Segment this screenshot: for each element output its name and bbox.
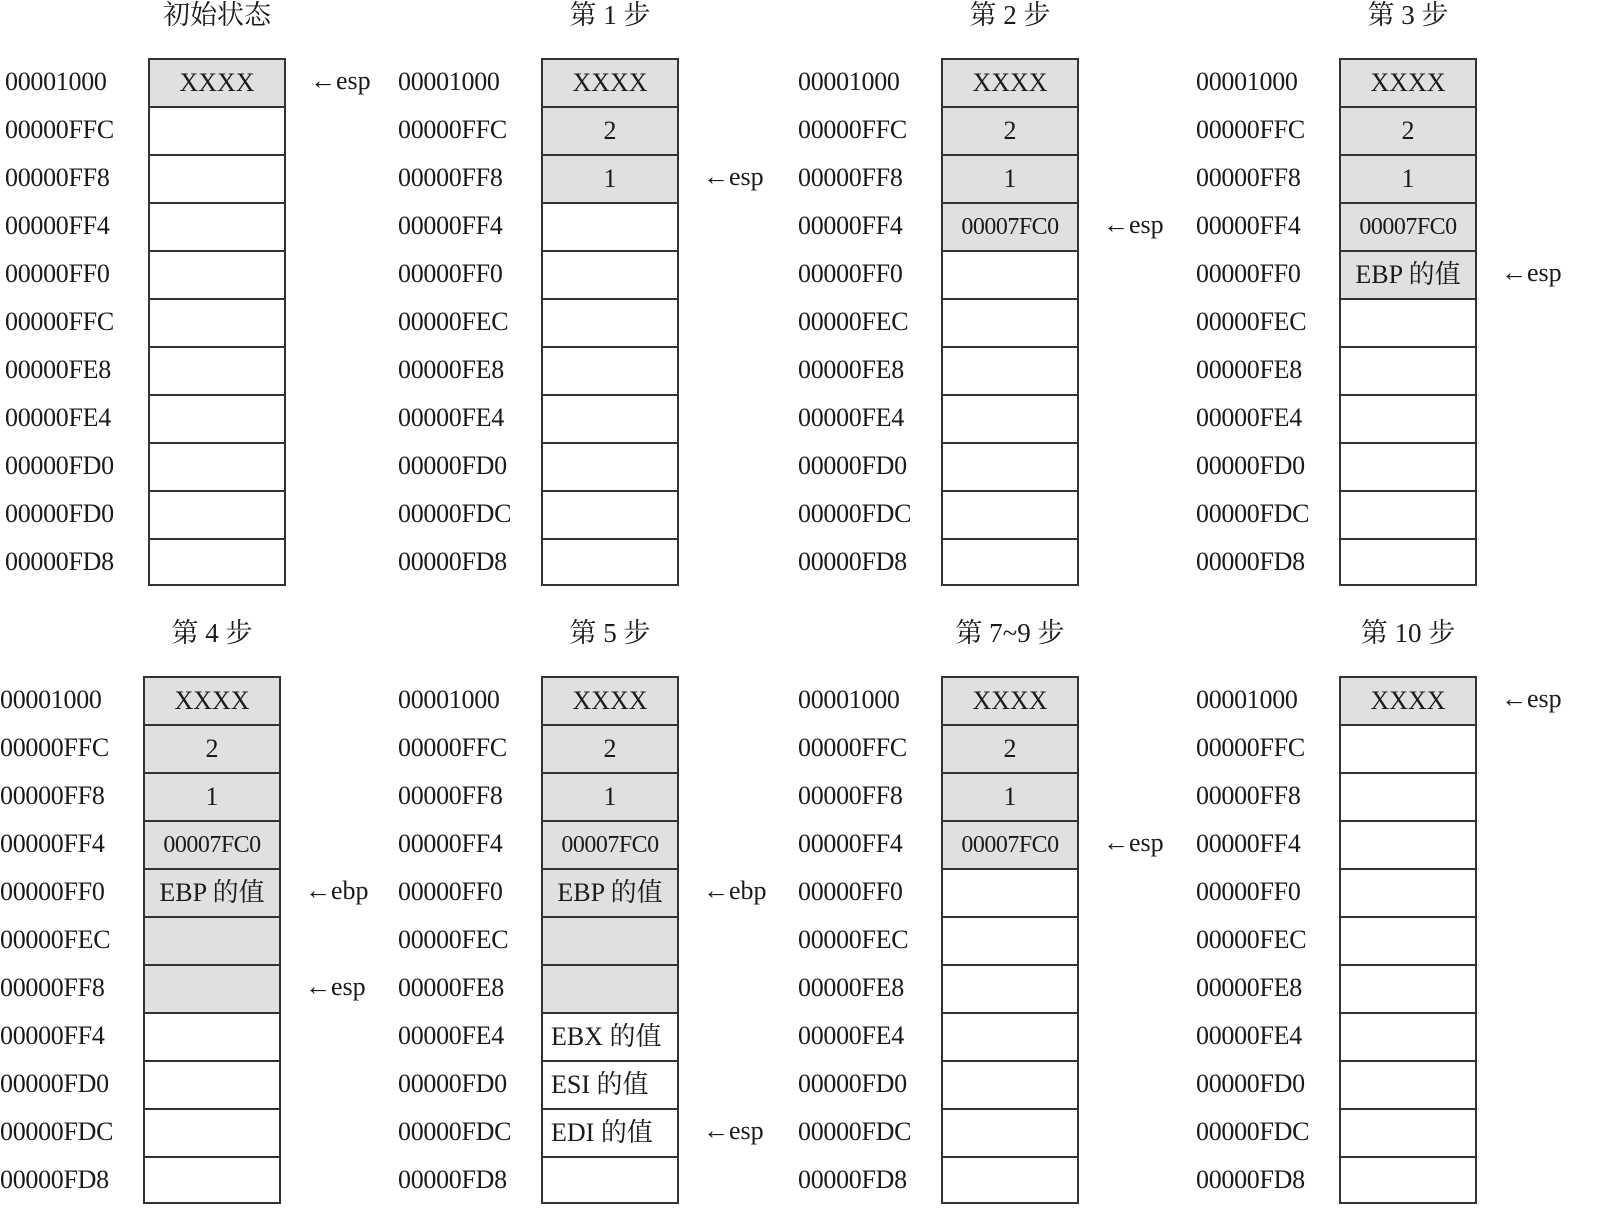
stack-cell (541, 538, 679, 586)
stack-cell (941, 916, 1079, 964)
stack-cell (1339, 394, 1477, 442)
stack-cell (1339, 1060, 1477, 1108)
stack-cell (143, 1156, 281, 1204)
stack-cell: XXXX (541, 58, 679, 106)
address-label: 00000FF0 (5, 259, 110, 288)
stack-cell (1339, 724, 1477, 772)
stack-cell (941, 1012, 1079, 1060)
address-label: 00000FDC (398, 1117, 512, 1146)
address-label: 00000FDC (1196, 499, 1310, 528)
panel-title: 第 1 步 (569, 0, 651, 30)
stack-cell (941, 538, 1079, 586)
stack-cell: 2 (941, 106, 1079, 154)
stack-panel (798, 618, 1198, 1218)
stack-cell: XXXX (1339, 676, 1477, 724)
stack-cell (941, 490, 1079, 538)
address-label: 00000FDC (1196, 1117, 1310, 1146)
address-label: 00001000 (0, 685, 102, 714)
stack-cell: EBP 的值 (1339, 250, 1477, 298)
address-label: 00000FFC (0, 733, 109, 762)
address-label: 00000FD8 (0, 1165, 109, 1194)
stack-cell: 1 (941, 154, 1079, 202)
address-label: 00000FD0 (5, 499, 114, 528)
stack-cell (941, 964, 1079, 1012)
address-label: 00000FD0 (5, 451, 114, 480)
address-label: 00000FFC (798, 115, 907, 144)
stack-cell (941, 298, 1079, 346)
address-label: 00001000 (798, 67, 900, 96)
stack-cell (541, 202, 679, 250)
stack-cell: XXXX (143, 676, 281, 724)
address-label: 00000FF4 (798, 211, 903, 240)
stack-cell: XXXX (541, 676, 679, 724)
address-label: 00000FE4 (398, 403, 504, 432)
address-label: 00000FEC (0, 925, 111, 954)
address-label: 00000FE4 (798, 403, 904, 432)
address-label: 00000FF0 (798, 259, 903, 288)
stack-cell: XXXX (1339, 58, 1477, 106)
stack-cell (1339, 916, 1477, 964)
stack-cell (148, 538, 286, 586)
address-label: 00000FF4 (1196, 211, 1301, 240)
address-label: 00000FFC (5, 115, 114, 144)
address-label: 00000FFC (798, 733, 907, 762)
stack-cell: 00007FC0 (143, 820, 281, 868)
stack-cell (148, 490, 286, 538)
panel-title: 初始状态 (163, 0, 271, 30)
address-label: 00000FF4 (0, 1021, 105, 1050)
stack-cell (1339, 1108, 1477, 1156)
address-label: 00000FD0 (798, 451, 907, 480)
address-label: 00000FF8 (1196, 781, 1301, 810)
address-label: 00000FF4 (398, 211, 503, 240)
stack-cell: 1 (941, 772, 1079, 820)
address-label: 00000FD8 (798, 547, 907, 576)
stack-cell (143, 916, 281, 964)
address-label: 00000FEC (798, 307, 909, 336)
address-label: 00000FDC (798, 1117, 912, 1146)
address-label: 00000FE4 (5, 403, 111, 432)
address-label: 00001000 (398, 67, 500, 96)
address-label: 00000FD8 (398, 547, 507, 576)
address-label: 00000FF8 (798, 781, 903, 810)
address-label: 00000FEC (398, 307, 509, 336)
stack-cell (143, 964, 281, 1012)
stack-cell (541, 394, 679, 442)
address-label: 00000FD0 (398, 1069, 507, 1098)
stack-cell (1339, 1012, 1477, 1060)
address-label: 00000FDC (398, 499, 512, 528)
address-label: 00000FF4 (798, 829, 903, 858)
stack-cell (941, 250, 1079, 298)
esp-pointer: ←esp (703, 162, 764, 191)
address-label: 00000FFC (398, 115, 507, 144)
address-label: 00000FEC (1196, 925, 1307, 954)
stack-cell: 00007FC0 (541, 820, 679, 868)
esp-pointer: ←esp (305, 972, 366, 1001)
address-label: 00000FF8 (0, 781, 105, 810)
stack-cell: 1 (541, 154, 679, 202)
stack-cell (1339, 538, 1477, 586)
address-label: 00000FDC (798, 499, 912, 528)
stack-cell (941, 1156, 1079, 1204)
address-label: 00000FEC (398, 925, 509, 954)
address-label: 00000FE4 (1196, 1021, 1302, 1050)
stack-cell: XXXX (941, 676, 1079, 724)
address-label: 00000FE8 (798, 973, 904, 1002)
address-label: 00000FF8 (1196, 163, 1301, 192)
stack-panel (1196, 0, 1596, 600)
stack-cell (143, 1012, 281, 1060)
stack-cell (941, 868, 1079, 916)
address-label: 00000FF4 (5, 211, 110, 240)
stack-cell (1339, 820, 1477, 868)
panel-title: 第 5 步 (569, 618, 651, 648)
address-label: 00000FE8 (398, 355, 504, 384)
stack-cell (148, 442, 286, 490)
stack-cell (541, 442, 679, 490)
address-label: 00000FFC (5, 307, 114, 336)
stack-panel (0, 618, 400, 1218)
stack-cell (1339, 772, 1477, 820)
address-label: 00000FD8 (1196, 1165, 1305, 1194)
stack-cell: 2 (1339, 106, 1477, 154)
address-label: 00000FD0 (798, 1069, 907, 1098)
stack-cell (148, 394, 286, 442)
esp-pointer: ←esp (1501, 684, 1562, 713)
ebp-pointer: ←ebp (703, 876, 767, 905)
panel-title: 第 4 步 (171, 618, 253, 648)
stack-cell (941, 394, 1079, 442)
address-label: 00000FE8 (798, 355, 904, 384)
stack-cell: XXXX (148, 58, 286, 106)
esp-pointer: ←esp (310, 66, 371, 95)
address-label: 00000FE4 (398, 1021, 504, 1050)
stack-cell: ESI 的值 (541, 1060, 679, 1108)
address-label: 00000FD0 (1196, 451, 1305, 480)
address-label: 00000FD8 (798, 1165, 907, 1194)
address-label: 00000FDC (0, 1117, 114, 1146)
address-label: 00000FF8 (0, 973, 105, 1002)
stack-cell (541, 916, 679, 964)
stack-cell (941, 442, 1079, 490)
stack-cell (143, 1060, 281, 1108)
panel-title: 第 10 步 (1360, 618, 1456, 648)
stack-panel (398, 0, 798, 600)
address-label: 00000FE4 (1196, 403, 1302, 432)
stack-panel (398, 618, 798, 1218)
address-label: 00000FD8 (5, 547, 114, 576)
address-label: 00000FE8 (398, 973, 504, 1002)
address-label: 00000FD8 (398, 1165, 507, 1194)
stack-cell (148, 154, 286, 202)
address-label: 00000FFC (398, 733, 507, 762)
address-label: 00000FF8 (798, 163, 903, 192)
stack-cell (1339, 964, 1477, 1012)
stack-cell (1339, 868, 1477, 916)
stack-cell: 00007FC0 (1339, 202, 1477, 250)
address-label: 00000FF0 (1196, 259, 1301, 288)
address-label: 00000FEC (798, 925, 909, 954)
stack-cell: 1 (143, 772, 281, 820)
stack-cell (541, 346, 679, 394)
stack-cell (541, 964, 679, 1012)
stack-cell (148, 346, 286, 394)
stack-panel (1196, 618, 1596, 1218)
address-label: 00001000 (5, 67, 107, 96)
address-label: 00000FF0 (798, 877, 903, 906)
panel-title: 第 7~9 步 (955, 618, 1065, 648)
address-label: 00000FD0 (398, 451, 507, 480)
stack-cell (541, 250, 679, 298)
address-label: 00001000 (798, 685, 900, 714)
address-label: 00000FF8 (5, 163, 110, 192)
ebp-pointer: ←ebp (305, 876, 369, 905)
esp-pointer: ←esp (1103, 828, 1164, 857)
address-label: 00000FF0 (1196, 877, 1301, 906)
stack-cell: EBP 的值 (143, 868, 281, 916)
panel-title: 第 3 步 (1367, 0, 1449, 30)
stack-cell: 1 (1339, 154, 1477, 202)
address-label: 00000FF4 (1196, 829, 1301, 858)
address-label: 00000FFC (1196, 115, 1305, 144)
stack-panel (5, 0, 405, 600)
esp-pointer: ←esp (1501, 258, 1562, 287)
stack-cell (1339, 442, 1477, 490)
address-label: 00001000 (1196, 685, 1298, 714)
stack-cell (941, 1060, 1079, 1108)
stack-cell: 2 (941, 724, 1079, 772)
stack-cell (148, 106, 286, 154)
stack-cell (148, 298, 286, 346)
stack-cell (1339, 1156, 1477, 1204)
stack-cell: 2 (143, 724, 281, 772)
stack-cell: EBX 的值 (541, 1012, 679, 1060)
address-label: 00000FF8 (398, 781, 503, 810)
address-label: 00000FD0 (0, 1069, 109, 1098)
stack-cell: EDI 的值 (541, 1108, 679, 1156)
panel-title: 第 2 步 (969, 0, 1051, 30)
stack-cell (1339, 298, 1477, 346)
stack-cell (143, 1108, 281, 1156)
stack-cell (148, 250, 286, 298)
stack-cell: 1 (541, 772, 679, 820)
stack-cell (541, 298, 679, 346)
address-label: 00000FE4 (798, 1021, 904, 1050)
address-label: 00000FE8 (1196, 355, 1302, 384)
stack-cell (148, 202, 286, 250)
address-label: 00000FF0 (0, 877, 105, 906)
stack-panel (798, 0, 1198, 600)
address-label: 00000FF0 (398, 877, 503, 906)
stack-cell: 00007FC0 (941, 820, 1079, 868)
esp-pointer: ←esp (1103, 210, 1164, 239)
address-label: 00000FF0 (398, 259, 503, 288)
esp-pointer: ←esp (703, 1116, 764, 1145)
stack-cell: 2 (541, 724, 679, 772)
address-label: 00000FFC (1196, 733, 1305, 762)
stack-cell (1339, 346, 1477, 394)
stack-cell: 2 (541, 106, 679, 154)
stack-cell: EBP 的值 (541, 868, 679, 916)
address-label: 00000FD8 (1196, 547, 1305, 576)
stack-cell (941, 346, 1079, 394)
address-label: 00000FF4 (398, 829, 503, 858)
stack-cell (541, 1156, 679, 1204)
address-label: 00000FF8 (398, 163, 503, 192)
address-label: 00000FD0 (1196, 1069, 1305, 1098)
address-label: 00000FE8 (1196, 973, 1302, 1002)
address-label: 00000FEC (1196, 307, 1307, 336)
stack-cell (1339, 490, 1477, 538)
address-label: 00000FE8 (5, 355, 111, 384)
stack-cell (541, 490, 679, 538)
stack-cell: XXXX (941, 58, 1079, 106)
address-label: 00001000 (398, 685, 500, 714)
address-label: 00000FF4 (0, 829, 105, 858)
stack-cell (941, 1108, 1079, 1156)
address-label: 00001000 (1196, 67, 1298, 96)
stack-cell: 00007FC0 (941, 202, 1079, 250)
